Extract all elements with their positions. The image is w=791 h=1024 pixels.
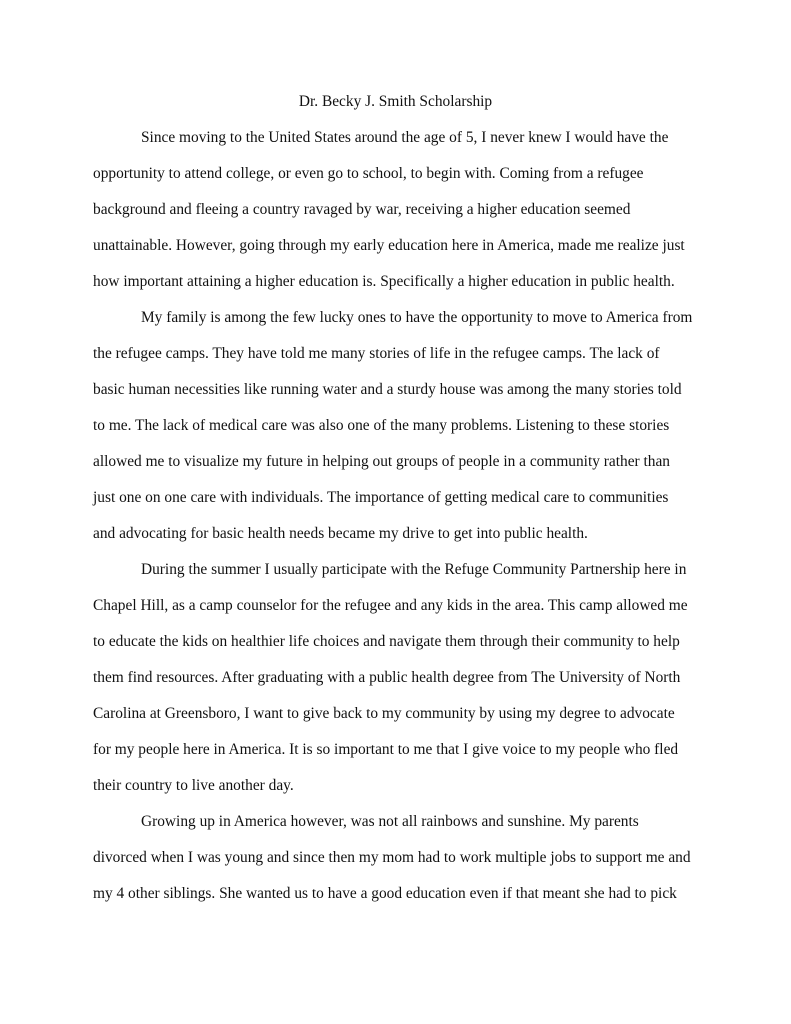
text-line: and advocating for basic health needs became my drive to get into public health.	[93, 525, 588, 542]
document-title: Dr. Becky J. Smith Scholarship	[298, 93, 493, 110]
text-line: basic human necessities like running water and a sturdy house was among the many stories told	[93, 381, 682, 398]
text-line: how important attaining a higher education is. Specifically a higher education in public health.	[93, 273, 675, 290]
text-line: My family is among the few lucky ones to have the opportunity to move to America from	[141, 309, 693, 326]
text-line: allowed me to visualize my future in helping out groups of people in a community rather than	[93, 453, 671, 470]
text-line: divorced when I was young and since then my mom had to work multiple jobs to support me and	[93, 849, 691, 866]
text-line: opportunity to attend college, or even go to school, to begin with. Coming from a refugee	[93, 165, 644, 182]
text-line: to educate the kids on healthier life choices and navigate them through their community to help	[93, 633, 680, 650]
text-line: to me. The lack of medical care was also one of the many problems. Listening to these stories	[93, 417, 670, 434]
text-line: background and fleeing a country ravaged by war, receiving a higher education seemed	[93, 201, 631, 218]
text-line: Carolina at Greensboro, I want to give back to my community by using my degree to advocate	[93, 705, 675, 722]
text-line: Growing up in America however, was not all rainbows and sunshine. My parents	[141, 813, 639, 830]
text-line: just one on one care with individuals. The importance of getting medical care to communities	[93, 489, 669, 506]
text-line: their country to live another day.	[93, 777, 294, 794]
text-line: for my people here in America. It is so important to me that I give voice to my people who fled	[93, 741, 679, 758]
text-line: Since moving to the United States around the age of 5, I never knew I would have the	[141, 129, 669, 146]
text-line: them find resources. After graduating with a public health degree from The University of North	[93, 669, 681, 686]
text-line: Chapel Hill, as a camp counselor for the refugee and any kids in the area. This camp allowed me	[93, 597, 688, 614]
text-line: my 4 other siblings. She wanted us to have a good education even if that meant she had to pick	[93, 885, 677, 902]
text-line: unattainable. However, going through my early education here in America, made me realize just	[93, 237, 685, 254]
text-line: During the summer I usually participate with the Refuge Community Partnership here in	[141, 561, 687, 578]
text-line: the refugee camps. They have told me many stories of life in the refugee camps. The lack of	[93, 345, 660, 362]
